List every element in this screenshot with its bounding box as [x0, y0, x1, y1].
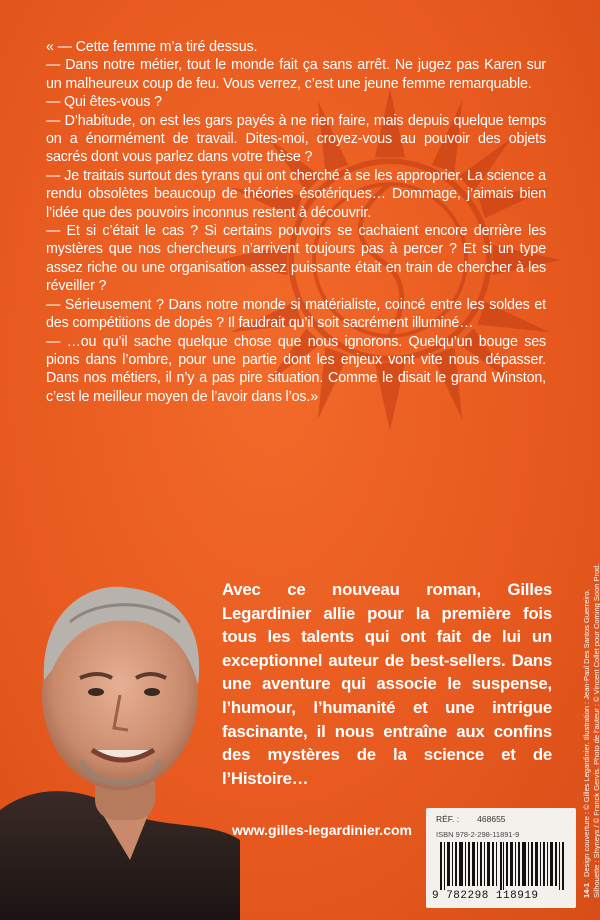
excerpt-paragraph: — D’habitude, on est les gars payés à ne rien faire, mais depuis quelque temps on a énormément de travail. Dites-moi, croyez-vous au pouvoir des objets sacrés dont vous parlez dans votre thèse ?: [46, 112, 546, 166]
credit-line-1: Design couverture : © Gilles Legardinier. Illustration : Jean-Paul Des Santos Guerreiro.: [582, 589, 591, 877]
excerpt-paragraph: — Dans notre métier, tout le monde fait ça sans arrêt. Ne jugez pas Karen sur un malheureux coup de feu. Vous verrez, c’est une jeune femme remarquable.: [46, 57, 546, 92]
excerpt-paragraph: « — Cette femme m’a tiré dessus.: [46, 39, 258, 55]
excerpt-paragraph: — Qui êtes-vous ?: [46, 94, 162, 111]
credit-code: 14-1: [582, 882, 591, 898]
barcode-icon: [440, 842, 566, 890]
excerpt-paragraph: — Sérieusement ? Dans notre monde si matérialiste, coincé entre les soldes et des compétitions de dopés ? Il faudrait qu’il soit sacrément illuminé…: [46, 296, 546, 332]
book-pitch: Avec ce nouveau roman, Gilles Legardinier allie pour la première fois tous les talents qui ont fait de lui un exceptionnel auteur de best-sellers. Dans une aventure qui associe le suspense, l’humour, l’humanité et une intrigue fascinante, il nous entraîne aux confins des mystères de la science et de l’Histoire…: [222, 580, 552, 788]
excerpt-paragraph: — Je traitais surtout des tyrans qui ont cherché à se les approprier. La science a rendu obsolètes beaucoup de théories ésotériques… Dommage, j’aimais bien l’idée que des pouvoirs inconnus restent à découvrir.: [46, 167, 546, 221]
cover-credits: [582, 563, 600, 898]
reference-line: [436, 814, 524, 824]
barcode-digits: 9 782298 118919: [432, 890, 539, 902]
author-portrait: [0, 560, 240, 920]
excerpt-paragraph: — Et si c’était le cas ? Si certains pouvoirs se cachaient encore derrière les mystères que nos chercheurs n’arrivent toujours pas à percer ? Et si un type assez riche ou une organisation assez puissante était en train de chercher à les réveiller ?: [46, 223, 546, 295]
isbn-number: ISBN 978-2-298-11891-9: [436, 830, 520, 839]
excerpt-paragraph: — …ou qu’il sache quelque chose que nous ignorons. Quelqu’un bouge ses pions dans l’ombre, pour une partie dont les enjeux vont vite nous dépasser. Dans nos métiers, il n’y a pas pire situation. Comme le disait le grand Winston, c’est le meilleur moyen de l’avoir dans l’os.»: [46, 333, 546, 405]
excerpt-text: [46, 38, 546, 406]
website-url[interactable]: www.gilles-legardinier.com: [232, 822, 412, 838]
ref-value: 468655: [477, 814, 506, 824]
credit-line-2: Silhouette : Shyneys / © Franck Gervis. Photo de l’auteur : © Vincent Collet pour Coming Soon Prod.: [591, 563, 600, 898]
barcode-panel: [426, 808, 576, 908]
ref-label: RÉF. :: [436, 814, 460, 824]
